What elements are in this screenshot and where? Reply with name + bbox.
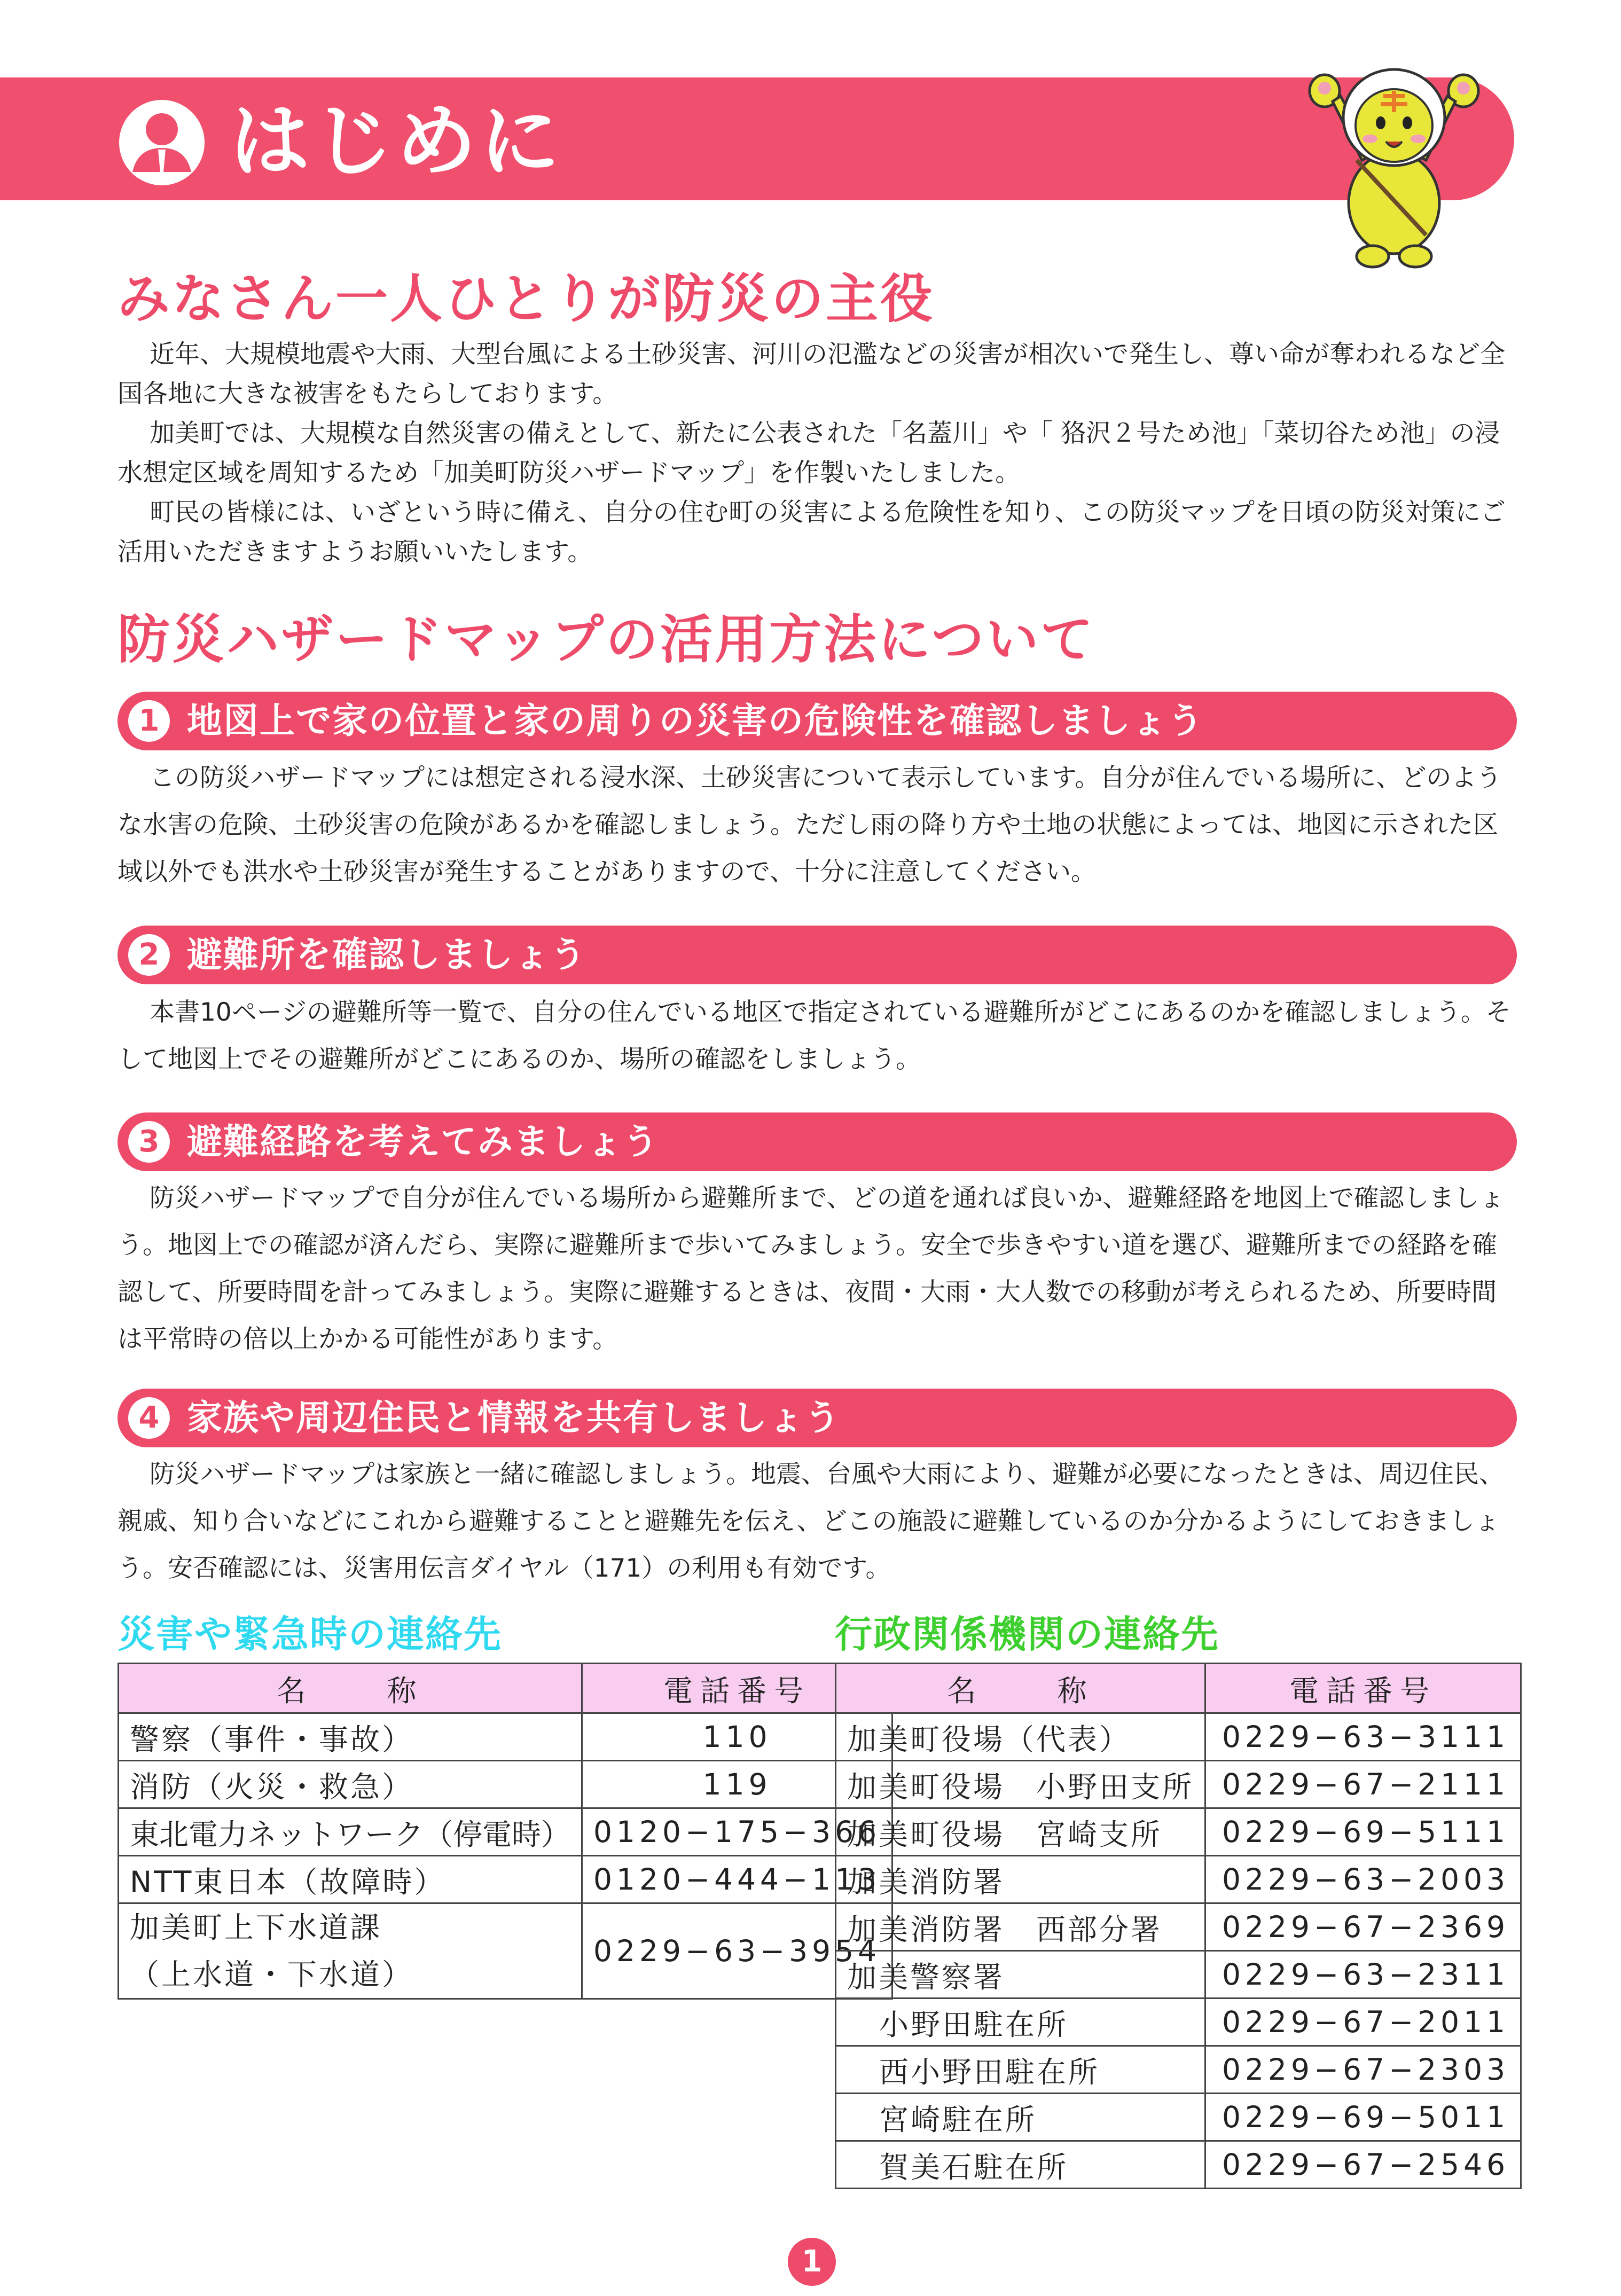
contact-name: 西小野田駐在所 [836,2046,1205,2094]
step-4-title: 家族や周辺住民と情報を共有しましょう [187,1397,841,1438]
contact-phone: 0229−63−3111 [1205,1713,1521,1761]
contact-name: 賀美石駐在所 [836,2141,1205,2189]
contact-name-line: 加美町上下水道課 [130,1910,382,1945]
step-3-title: 避難経路を考えてみましょう [187,1121,659,1162]
intro-paragraph: 近年、大規模地震や大雨、大型台風による土砂災害、河川の氾濫などの災害が相次いで発生し、尊い命が奪われるなど全国各地に大きな被害をもたらしております。 [118,340,1505,409]
emergency-contacts-table [118,1663,893,2000]
contact-name: 加美町役場 宮崎支所 [836,1808,1205,1856]
page-number: 1 [788,2238,836,2286]
step-4-body: 防災ハザードマップは家族と一緒に確認しましょう。地震、台風や大雨により、避難が必要になったときは、周辺住民、親戚、知り合いなどにこれから避難することと避難先を伝え、どこの施設に避難しているのか分かるようにしておきましょう。安否確認には、災害用伝言ダイヤル（171）の利用も有効です。 [118,1460,1505,1583]
contact-phone: 119 [582,1761,892,1808]
contact-name: 加美消防署 西部分署 [836,1903,1205,1951]
section-heading-main-role: みなさん一人ひとりが防災の主役 [118,269,935,330]
table-row [836,2094,1521,2141]
contact-name: 宮崎駐在所 [836,2094,1205,2141]
contact-name: 加美警察署 [836,1951,1205,1999]
emergency-contacts-title: 災害や緊急時の連絡先 [118,1612,502,1656]
table-row [836,1903,1521,1951]
contact-phone: 0229−67−2011 [1205,1999,1521,2046]
header-banner [0,77,1514,200]
table-row [836,1856,1521,1903]
contact-name-line: （上水道・下水道） [130,1957,414,1992]
page-title: はじめに [230,95,563,188]
step-1-bar [118,692,1517,750]
intro-text [118,335,1517,572]
table-row [836,1713,1521,1761]
contact-name: 警察（事件・事故） [119,1713,582,1761]
admin-contacts-title: 行政関係機関の連絡先 [835,1612,1219,1656]
step-1-body: この防災ハザードマップには想定される浸水深、土砂災害について表示しています。自分が住んでいる場所に、どのような水害の危険、土砂災害の危険があるかを確認しましょう。ただし雨の降り方や土地の状態によっては、地図に示された区域以外でも洪水や土砂災害が発生することがありますので、十分に注意してください。 [118,763,1502,887]
contact-phone: 0229−67−2111 [1205,1761,1521,1808]
contact-phone: 0229−63−2311 [1205,1951,1521,1999]
contact-name: 小野田駐在所 [836,1999,1205,2046]
table-row [836,2141,1521,2189]
contact-name: 加美消防署 [836,1856,1205,1903]
table-row [836,1761,1521,1808]
step-4-number: 4 [128,1397,170,1439]
table-row [119,1808,892,1856]
step-2-title: 避難所を確認しましょう [187,934,586,975]
contact-phone: 0229−69−5111 [1205,1808,1521,1856]
contact-phone: 0229−67−2303 [1205,2046,1521,2094]
step-2-body: 本書10ページの避難所等一覧で、自分の住んでいる地区で指定されている避難所がどこにあるのかを確認しましょう。そして地図上でその避難所がどこにあるのか、場所の確認をしましょう。 [118,998,1511,1074]
table-row [119,1856,892,1903]
step-1-title: 地図上で家の位置と家の周りの災害の危険性を確認しましょう [187,700,1204,741]
contact-phone: 0120−444−113 [582,1856,892,1903]
contact-phone: 0229−63−3954 [582,1903,892,1999]
contact-phone: 0120−175−366 [582,1808,892,1856]
person-icon [116,97,207,188]
table-row [836,1951,1521,1999]
step-3-bar [118,1112,1517,1171]
table-row [119,1903,892,1999]
contact-name: 加美町役場（代表） [836,1713,1205,1761]
table-header-row [836,1664,1521,1713]
step-2-bar [118,926,1517,984]
table-row [119,1761,892,1808]
section-heading-usage: 防災ハザードマップの活用方法について [118,609,1095,670]
contact-phone: 0229−63−2003 [1205,1856,1521,1903]
contact-name: 東北電力ネットワーク（停電時） [119,1808,582,1856]
contact-phone: 110 [582,1713,892,1761]
contact-phone: 0229−67−2546 [1205,2141,1521,2189]
col-phone-header: 電話番号 [582,1664,892,1713]
contact-phone: 0229−69−5011 [1205,2094,1521,2141]
contact-name [119,1903,582,1999]
step-3-number: 3 [128,1121,170,1163]
intro-paragraph: 町民の皆様には、いざという時に備え、自分の住む町の災害による危険性を知り、この防災マップを日頃の防災対策にご活用いただきますようお願いいたします。 [118,498,1506,567]
col-name-header: 名 称 [119,1664,582,1713]
step-3-body: 防災ハザードマップで自分が住んでいる場所から避難所まで、どの道を通れば良いか、避難経路を地図上で確認しましょう。地図上での確認が済んだら、実際に避難所まで歩いてみましょう。安全で歩きやすい道を選び、避難所までの経路を確認して、所要時間を計ってみましょう。実際に避難するときは、夜間・大雨・大人数での移動が考えられるため、所要時間は平常時の倍以上かかる可能性があります。 [118,1184,1505,1354]
intro-paragraph: 加美町では、大規模な自然災害の備えとして、新たに公表された「名蓋川」や「 狢沢２号ため池」「菜切谷ため池」の浸水想定区域を周知するため「加美町防災ハザードマップ」を作製いたしました。 [118,419,1500,488]
mascot-character-icon [1303,59,1485,272]
col-phone-header: 電話番号 [1205,1664,1521,1713]
step-2-number: 2 [128,934,170,976]
contact-name: 加美町役場 小野田支所 [836,1761,1205,1808]
table-header-row [119,1664,892,1713]
contact-name: 消防（火災・救急） [119,1761,582,1808]
col-name-header: 名 称 [836,1664,1205,1713]
table-row [836,2046,1521,2094]
step-4-bar [118,1389,1517,1447]
table-row [836,1808,1521,1856]
admin-contacts-table [835,1663,1522,2189]
table-row [119,1713,892,1761]
contact-name: NTT東日本（故障時） [119,1856,582,1903]
step-1-number: 1 [128,700,170,742]
table-row [836,1999,1521,2046]
contact-phone: 0229−67−2369 [1205,1903,1521,1951]
